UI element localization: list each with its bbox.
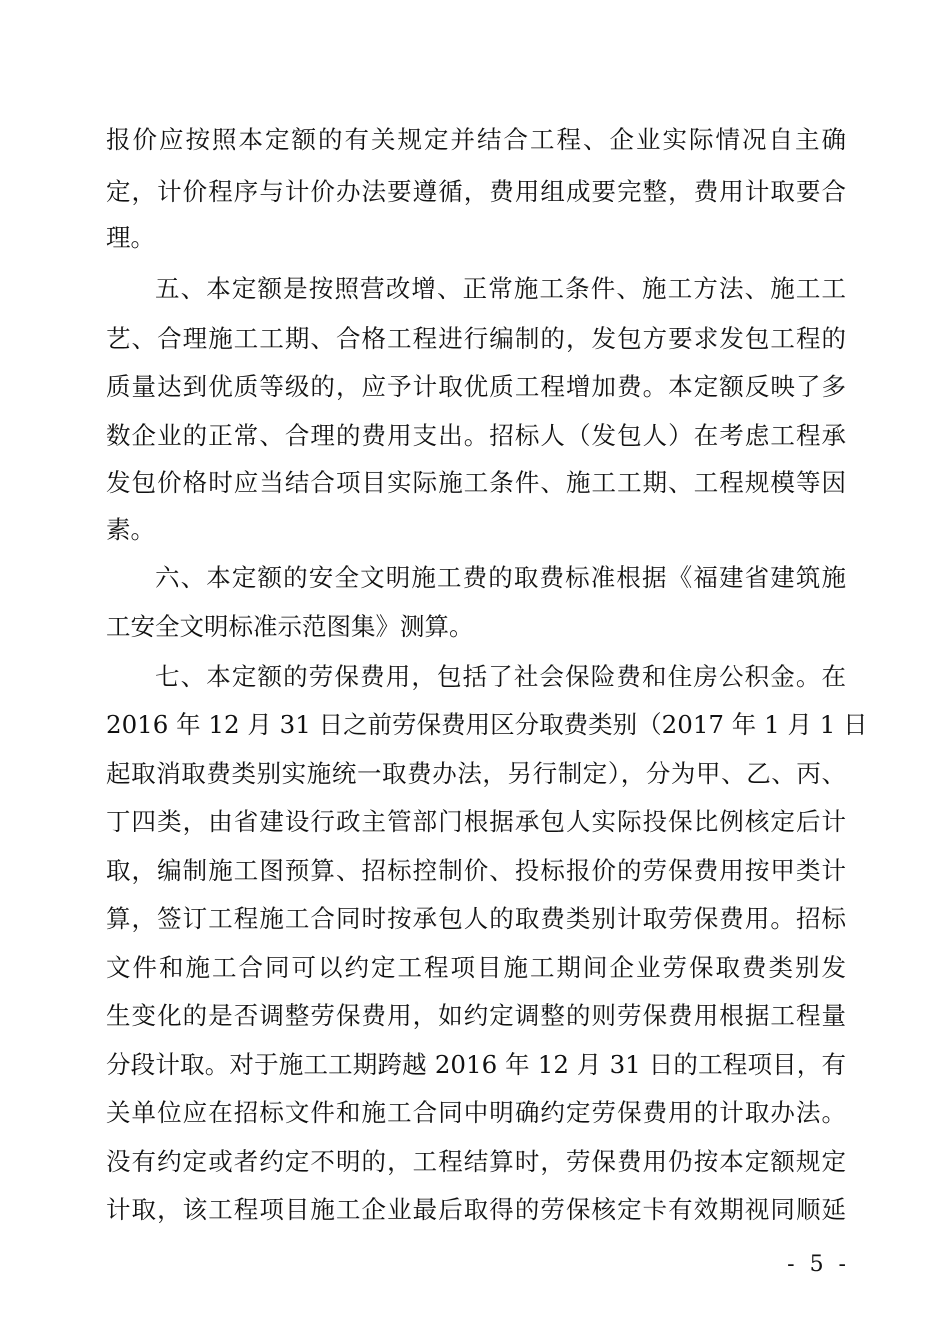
text-line: 报价应按照本定额的有关规定并结合工程、企业实际情况自主确	[106, 125, 846, 154]
text-line: 文件和施工合同可以约定工程项目施工期间企业劳保取费类别发	[106, 953, 846, 982]
text-line: 发包价格时应当结合项目实际施工条件、施工工期、工程规模等因	[106, 468, 846, 497]
paragraph-6-line: 六、本定额的安全文明施工费的取费标准根据《福建省建筑施	[155, 563, 846, 592]
text-line: 理。	[106, 223, 155, 252]
text-line: 工安全文明标准示范图集》测算。	[106, 612, 474, 641]
text-line: 关单位应在招标文件和施工合同中明确约定劳保费用的计取办法。	[106, 1098, 846, 1127]
text-line: 2016 年 12 月 31 日之前劳保费用区分取费类别（2017 年 1 月 1 日	[106, 710, 868, 739]
text-line: 计取，该工程项目施工企业最后取得的劳保核定卡有效期视同顺延	[106, 1195, 846, 1224]
text-line: 素。	[106, 515, 155, 544]
text-line: 分段计取。对于施工工期跨越 2016 年 12 月 31 日的工程项目，有	[106, 1050, 846, 1079]
text-line: 质量达到优质等级的，应予计取优质工程增加费。本定额反映了多	[106, 372, 846, 401]
text-line: 艺、合理施工工期、合格工程进行编制的，发包方要求发包工程的	[106, 324, 846, 353]
text-line: 丁四类，由省建设行政主管部门根据承包人实际投保比例核定后计	[106, 807, 846, 836]
text-line: 定，计价程序与计价办法要遵循，费用组成要完整，费用计取要合	[106, 177, 846, 206]
text-line: 生变化的是否调整劳保费用，如约定调整的则劳保费用根据工程量	[106, 1001, 846, 1030]
text-line: 取，编制施工图预算、招标控制价、投标报价的劳保费用按甲类计	[106, 856, 846, 885]
text-line: 起取消取费类别实施统一取费办法，另行制定），分为甲、乙、丙、	[106, 759, 846, 788]
paragraph-5-line: 五、本定额是按照营改增、正常施工条件、施工方法、施工工	[155, 274, 846, 303]
text-line: 没有约定或者约定不明的，工程结算时，劳保费用仍按本定额规定	[106, 1147, 846, 1176]
page-number: - 5 -	[787, 1252, 850, 1277]
text-line: 算，签订工程施工合同时按承包人的取费类别计取劳保费用。招标	[106, 904, 846, 933]
text-line: 数企业的正常、合理的费用支出。招标人（发包人）在考虑工程承	[106, 421, 846, 450]
paragraph-7-line: 七、本定额的劳保费用，包括了社会保险费和住房公积金。在	[155, 662, 846, 691]
